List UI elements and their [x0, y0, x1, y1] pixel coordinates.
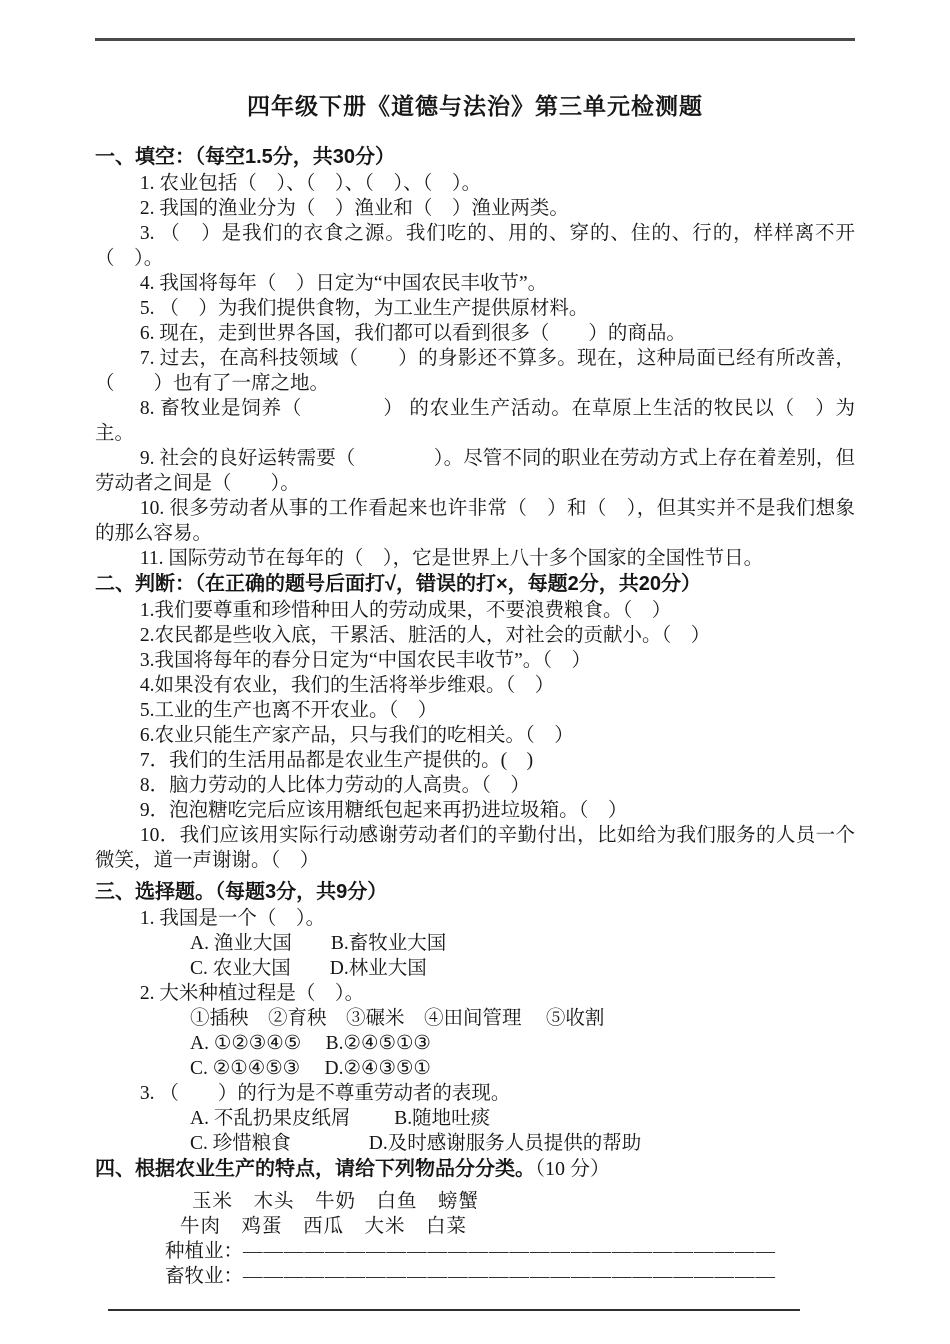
choice-stem: 2. 大米种植过程是（ ）。	[139, 983, 365, 1004]
section-classify-heading	[95, 1156, 855, 1183]
judge-item: 2.农民都是些收入底，干累活、脏活的人，对社会的贡献小。（ ）	[139, 625, 711, 646]
judge-item: 4.如果没有农业，我们的生活将举步维艰。（ ）	[139, 675, 555, 696]
judge-item: 3.我国将每年的春分日定为“中国农民丰收节”。（ ）	[139, 650, 592, 671]
classify-score: （10 分）	[535, 1158, 610, 1180]
choice-steps-row: ①插秧 ②育秧 ③碾米 ④田间管理 ⑤收割	[190, 1008, 605, 1029]
fill-item: 1. 农业包括（ ）、（ ）、（ ）、（ ）。	[139, 173, 482, 194]
fill-item: 11. 国际劳动节在每年的（ ），它是世界上八十多个国家的全国性节日。	[139, 548, 764, 569]
fill-item: 9. 社会的良好运转需要（ ）。尽管不同的职业在劳动方式上存在着差别，但劳动者之间是（ ）。	[95, 448, 855, 494]
fill-item: 4. 我国将每年（ ）日定为“中国农民丰收节”。	[139, 273, 548, 294]
fill-item: 2. 我国的渔业分为（ ）渔业和（ ）渔业两类。	[139, 198, 569, 219]
judge-item: 8．脑力劳动的人比体力劳动的人高贵。（ ）	[139, 775, 530, 796]
fill-item: 7. 过去，在高科技领域（ ）的身影还不算多。现在，这种局面已经有所改善，（ ）也有了一席之地。	[95, 348, 855, 394]
judge-item: 5.工业的生产也离不开农业。（ ）	[139, 700, 438, 721]
fill-item: 10. 很多劳动者从事的工作看起来也许非常（ ）和（ ），但其实并不是我们想象的那么容易。	[95, 498, 855, 544]
section-fill-heading: 一、填空：（每空1.5分，共30分）	[95, 146, 396, 168]
section-judge	[95, 571, 855, 873]
top-rule	[95, 38, 855, 41]
classify-blank-row	[165, 1264, 855, 1289]
judge-item: 1.我们要尊重和珍惜种田人的劳动成果，不要浪费粮食。（ ）	[139, 600, 672, 621]
classify-label: 畜牧业：	[165, 1266, 244, 1287]
word-row: 玉米 木头 牛奶 白鱼 螃蟹	[192, 1191, 480, 1212]
judge-item: 7．我们的生活用品都是农业生产提供的。( )	[139, 750, 534, 771]
section-choice	[95, 879, 855, 1156]
judge-item: 10．我们应该用实际行动感谢劳动者们的辛勤付出，比如给为我们服务的人员一个微笑，道一声谢谢。（ ）	[95, 825, 855, 871]
choice-stem: 1. 我国是一个（ ）。	[139, 908, 326, 929]
fill-item: 5. （ ）为我们提供食物，为工业生产提供原材料。	[139, 298, 589, 319]
classify-blank-row	[165, 1239, 855, 1264]
choice-option-row: A. 渔业大国 B.畜牧业大国	[190, 933, 447, 954]
word-row: 牛肉 鸡蛋 西瓜 大米 白菜	[180, 1216, 468, 1237]
choice-option-row: A. 不乱扔果皮纸屑 B.随地吐痰	[190, 1108, 491, 1129]
fill-item: 3. （ ）是我们的衣食之源。我们吃的、用的、穿的、住的、行的，样样离不开（ ）。	[95, 223, 855, 269]
fill-item: 6. 现在，走到世界各国，我们都可以看到很多（ ）的商品。	[139, 323, 686, 344]
choice-option-row: C. 珍惜粮食 D.及时感谢服务人员提供的帮助	[190, 1133, 642, 1154]
classify-blank-line: ——————————————————————————	[243, 1241, 777, 1262]
classify-heading-text: 四、根据农业生产的特点，请给下列物品分分类。	[95, 1158, 535, 1180]
choice-stem: 3. （ ）的行为是不尊重劳动者的表现。	[139, 1083, 511, 1104]
choice-option-row: A. ①②③④⑤ B.②④⑤①③	[190, 1033, 431, 1054]
judge-item: 6.农业只能生产家产品，只与我们的吃相关。（ ）	[139, 725, 574, 746]
classify-blank-line: ——————————————————————————	[243, 1266, 777, 1287]
choice-option-row: C. 农业大国 D.林业大国	[190, 958, 427, 979]
choice-option-row: C. ②①④⑤③ D.②④③⑤①	[190, 1058, 431, 1079]
classify-label: 种植业：	[165, 1241, 244, 1262]
section-fill	[95, 144, 855, 571]
fill-item: 8. 畜牧业是饲养（ ） 的农业生产活动。在草原上生活的牧民以（ ）为主。	[95, 398, 855, 444]
section-choice-heading: 三、选择题。（每题3分，共9分）	[95, 881, 388, 903]
judge-item: 9．泡泡糖吃完后应该用糖纸包起来再扔进垃圾箱。（ ）	[139, 800, 628, 821]
section-classify	[95, 1156, 855, 1289]
section-judge-heading: 二、判断：（在正确的题号后面打√，错误的打×，每题2分，共20分）	[95, 573, 702, 595]
bottom-rule	[108, 1309, 800, 1311]
page-title: 四年级下册《道德与法治》第三单元检测题	[247, 93, 703, 119]
